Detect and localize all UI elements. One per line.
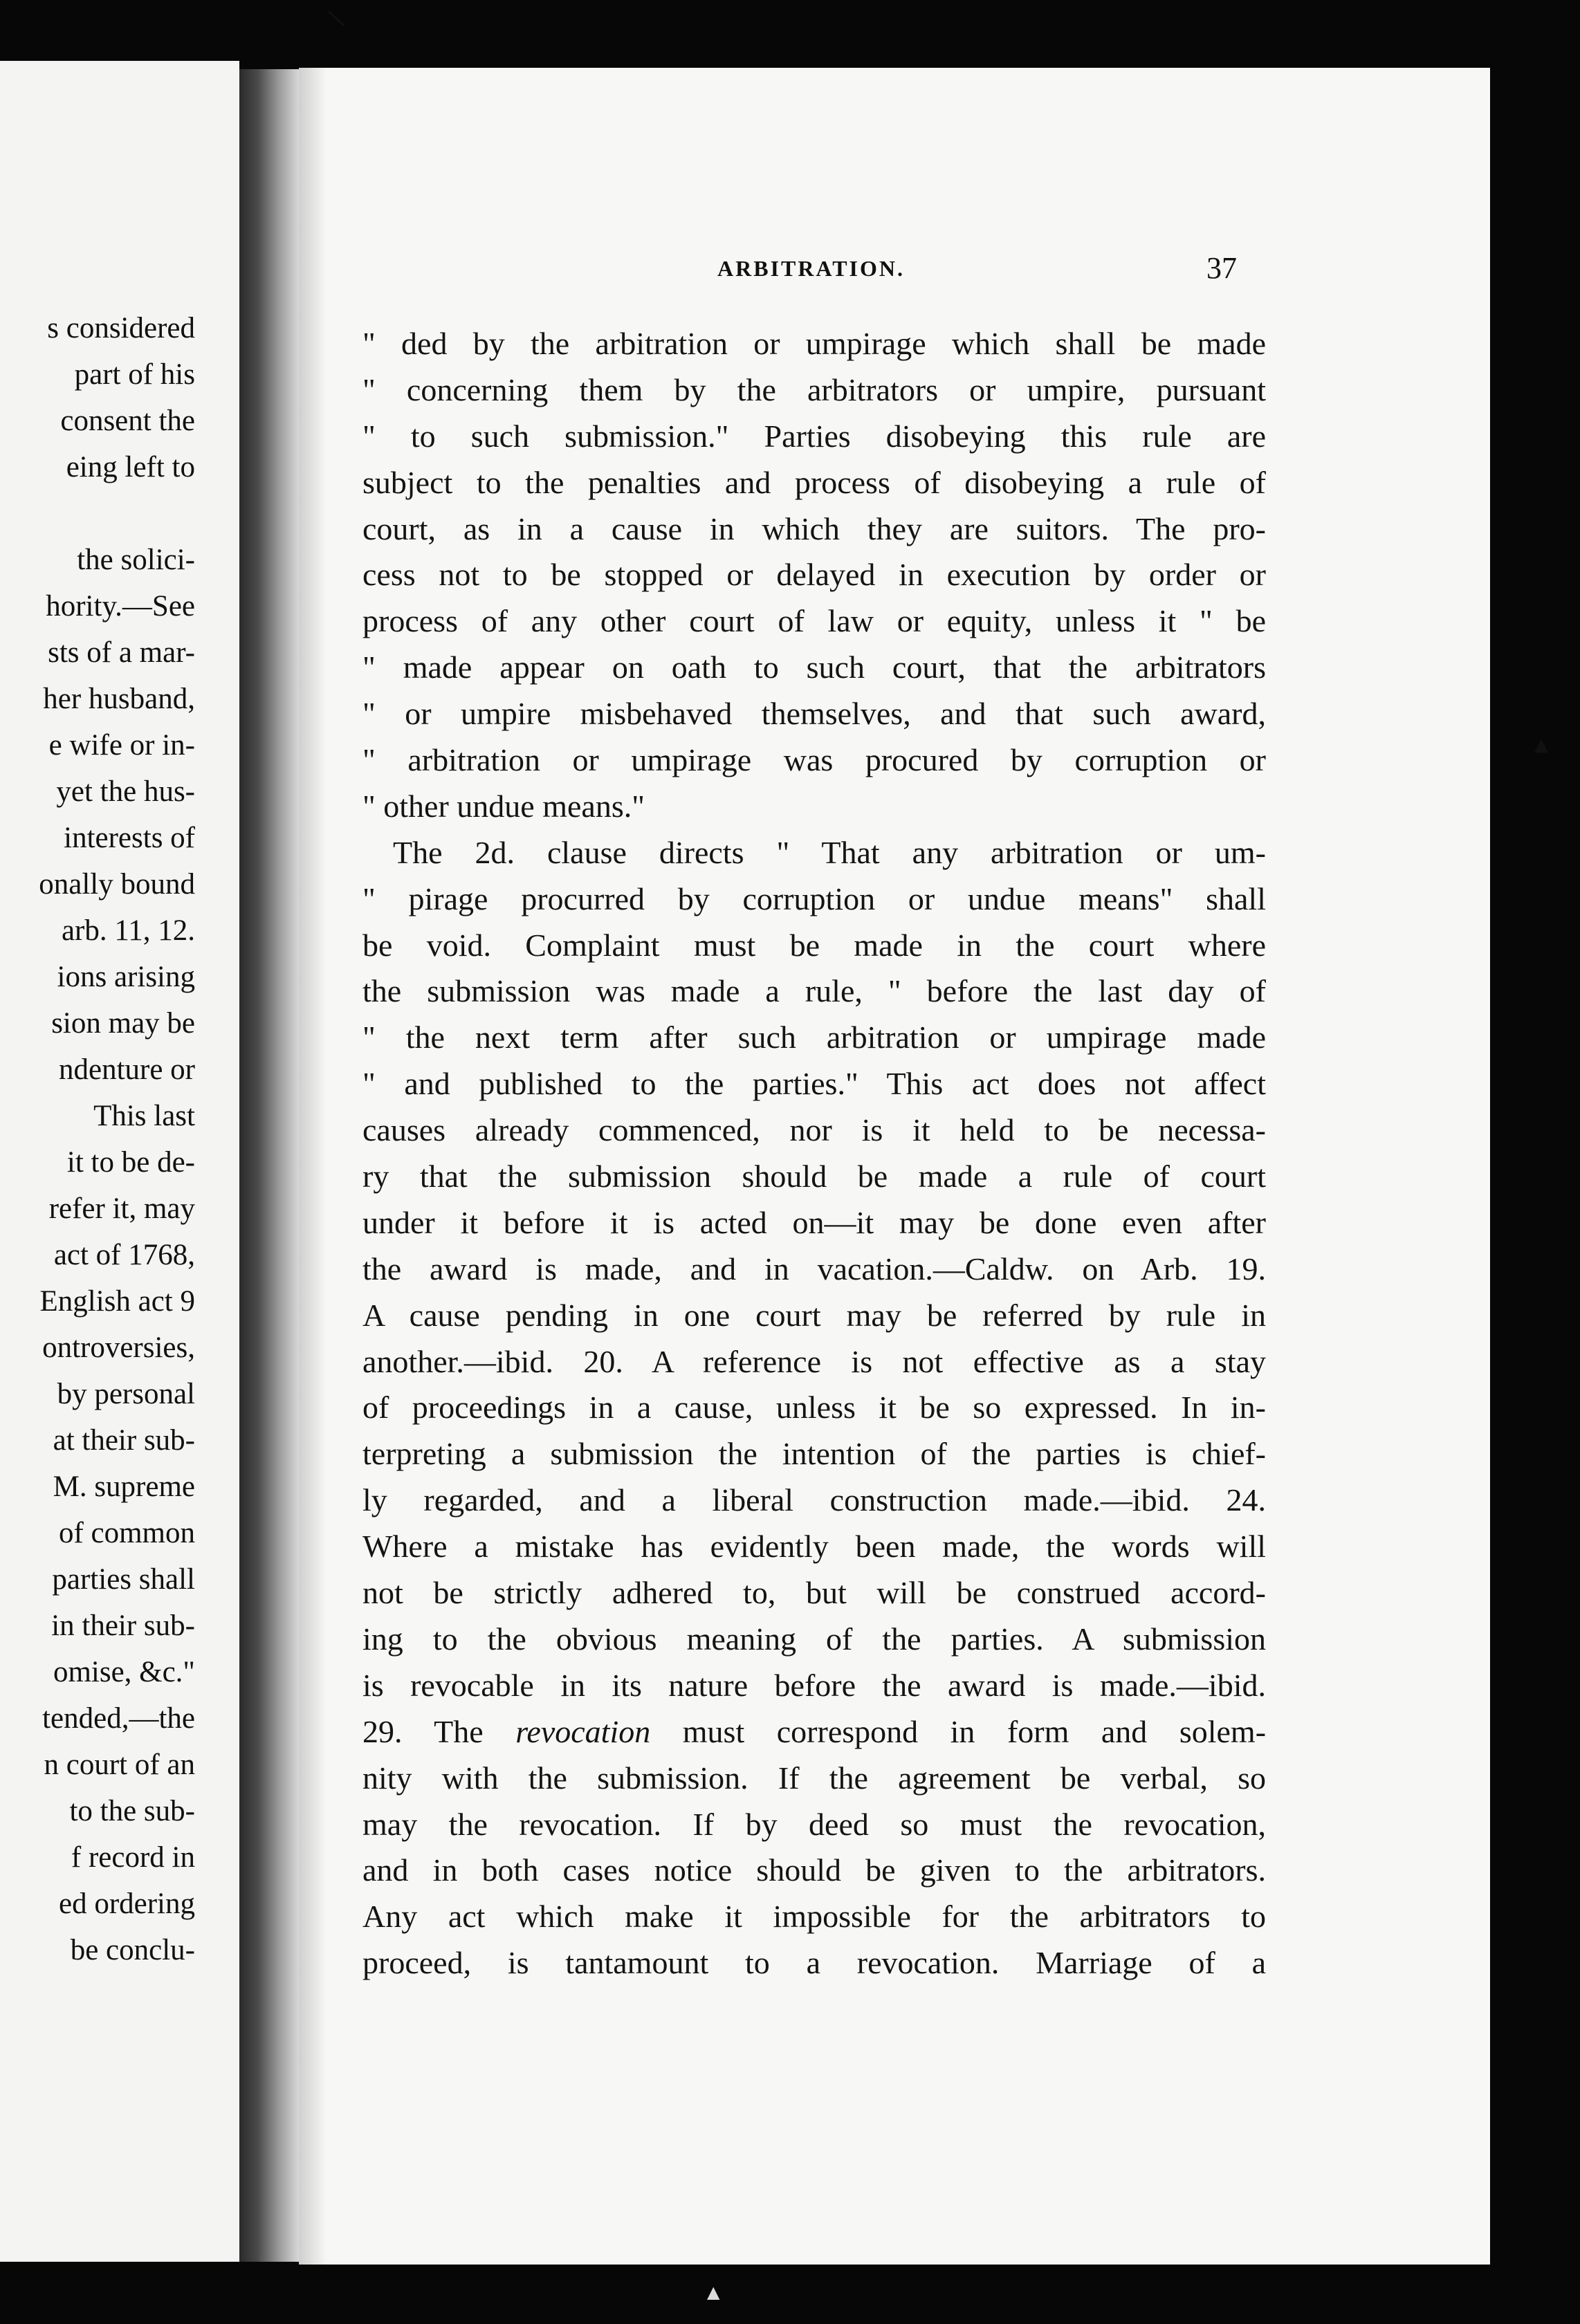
left-text-line: part of his [74,358,195,391]
text-line: court, as in a cause in which they are suitors. The pro- [362,510,1266,546]
text-line: not be strictly adhered to, but will be construed accord- [362,1575,1266,1611]
text-line: process of any other court of law or equity, unless it " be [362,603,1266,639]
left-page-fragment [0,61,239,2262]
left-text-line: act of 1768, [53,1239,195,1271]
text-line: " the next term after such arbitration or umpirage made [362,1020,1266,1055]
left-text-line: eing left to [66,451,195,483]
left-text-line: refer it, may [48,1192,195,1225]
text-line: A cause pending in one court may be referred by rule in [362,1297,1266,1333]
left-text-line: n court of an [44,1749,195,1781]
text-line: " other undue means." [362,788,645,824]
scan-speck-icon: ∖ [322,3,350,36]
book-gutter-shadow [239,69,300,2262]
text-line: ry that the submission should be made a rule of court [362,1159,1266,1195]
text-line: ly regarded, and a liberal construction made.—ibid. 24. [362,1482,1266,1518]
text-line: the submission was made a rule, " before the last day of [362,973,1266,1009]
left-text-line: be conclu- [70,1934,195,1966]
text-line: proceed, is tantamount to a revocation. Marriage of a [362,1945,1266,1981]
left-text-line: of common [58,1517,195,1549]
text-line: " or umpire misbehaved themselves, and that such award, [362,696,1266,732]
text-line: " ded by the arbitration or umpirage which shall be made [362,326,1266,361]
text-line: and in both cases notice should be given to the arbitrators. [362,1852,1266,1888]
text-line: " concerning them by the arbitrators or umpire, pursuant [362,371,1266,407]
left-text-line: ontroversies, [42,1331,195,1364]
left-text-line: the solici- [77,544,195,576]
text-line: may the revocation. If by deed so must the revocation, [362,1806,1266,1842]
left-text-line: s considered [47,312,195,344]
text-line: " to such submission." Parties disobeying this rule are [362,418,1266,454]
left-text-line: e wife or in- [48,729,195,762]
body-text [362,321,1266,1986]
text-line: Where a mistake has evidently been made, the words will [362,1529,1266,1565]
text-line: is revocable in its nature before the award is made.—ibid. [362,1667,1266,1703]
page-edge-shade [299,68,327,2265]
left-text-line: interests of [64,822,195,854]
text-line-with-italic [362,1709,1266,1755]
left-text-line: omise, &c." [53,1656,195,1688]
left-text-line: by personal [57,1378,195,1410]
left-text-line: tended,—the [42,1702,195,1735]
text-line: cess not to be stopped or delayed in execution by order or [362,557,1266,593]
left-text-line: arb. 11, 12. [61,914,195,947]
left-text-line: ed ordering [58,1888,195,1920]
text-line: of proceedings in a cause, unless it be so expressed. In in- [362,1390,1266,1426]
scan-speck-icon: ▲ [707,2282,720,2302]
text-fragment: 29. The [362,1713,484,1749]
text-line: Any act which make it impossible for the arbitrators to [362,1899,1266,1935]
text-line: " arbitration or umpirage was procured by corruption or [362,742,1266,778]
text-line: under it before it is acted on—it may be done even after [362,1204,1266,1240]
text-line: terpreting a submission the intention of the parties is chief- [362,1436,1266,1472]
text-line: another.—ibid. 20. A reference is not effective as a stay [362,1343,1266,1379]
text-line: " and published to the parties." This act does not affect [362,1066,1266,1102]
text-line: be void. Complaint must be made in the court where [362,927,1266,963]
text-line: ing to the obvious meaning of the parties. A submission [362,1621,1266,1657]
left-text-line: onally bound [39,868,195,901]
page-number: 37 [1206,251,1237,285]
text-line: " made appear on oath to such court, that the arbitrators [362,649,1266,685]
left-text-line: hority.—See [46,590,195,622]
text-line: " pirage procurred by corruption or undue means" shall [362,880,1266,916]
left-text-line: f record in [71,1841,195,1874]
left-text-line: her husband, [43,683,195,715]
scan-speck-icon: ▲ [1534,735,1548,755]
left-text-line: yet the hus- [56,775,195,808]
left-text-line: sts of a mar- [48,636,195,669]
left-text-line: consent the [60,405,195,437]
left-text-line: to the sub- [69,1795,195,1827]
left-text-line: ions arising [57,961,195,993]
left-text-line: English act 9 [39,1285,195,1318]
running-head-title: ARBITRATION. [717,256,905,281]
left-text-line: it to be de- [66,1146,195,1179]
left-text-line: ndenture or [58,1053,195,1086]
text-fragment: must correspond in form and solem- [682,1713,1267,1749]
text-line: nity with the submission. If the agreement be verbal, so [362,1760,1266,1796]
text-line: The 2d. clause directs " That any arbitration or um- [393,834,1266,870]
left-text-line: parties shall [52,1563,195,1596]
text-line: causes already commenced, nor is it held to be necessa- [362,1112,1266,1148]
left-text-line: This last [93,1100,195,1132]
left-text-line: sion may be [51,1007,195,1040]
left-text-line: M. supreme [53,1470,195,1503]
left-text-line: in their sub- [51,1610,195,1642]
text-line: the award is made, and in vacation.—Caldw. on Arb. 19. [362,1251,1266,1286]
italic-word: revocation [515,1713,651,1749]
left-text-line: at their sub- [53,1424,195,1457]
text-line: subject to the penalties and process of disobeying a rule of [362,464,1266,500]
